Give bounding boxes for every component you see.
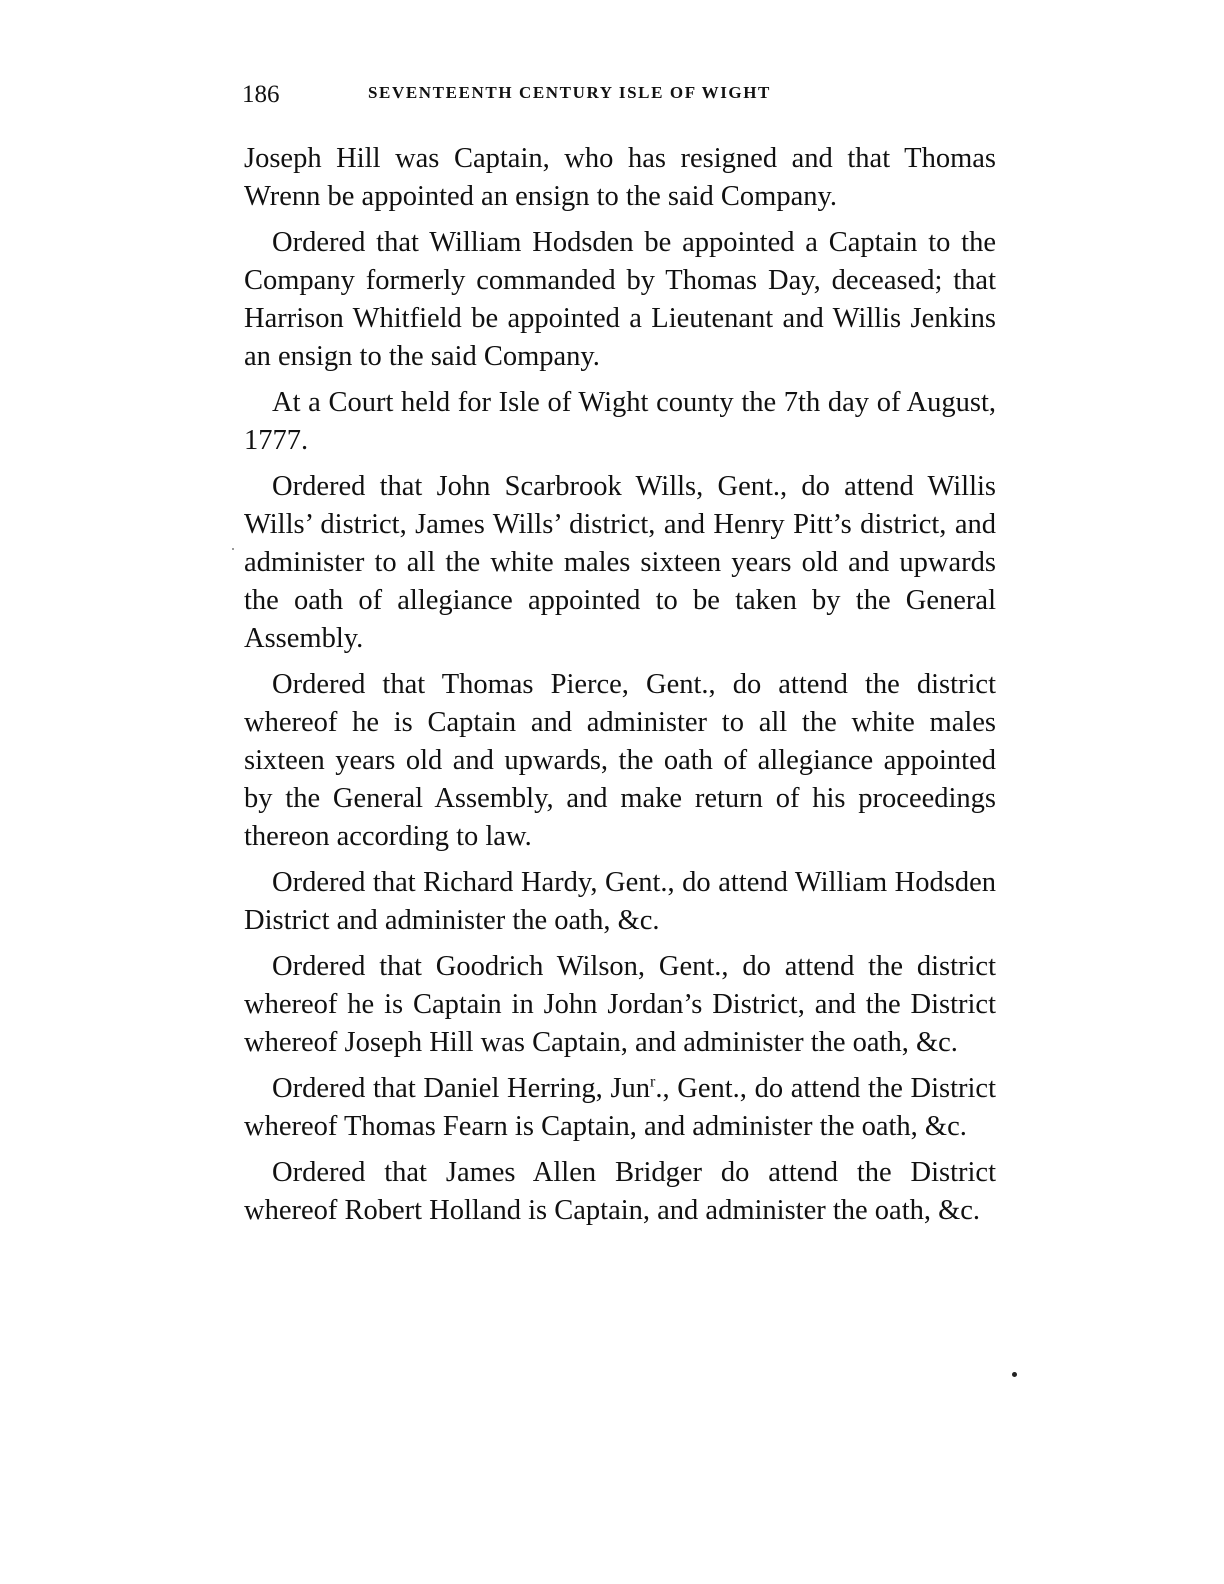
- margin-speck-mark: [232, 548, 234, 550]
- herring-text-end: ., Gent., do attend the District whereof Thomas Fearn is Captain, and administer the oath, &c.: [244, 1073, 996, 1142]
- running-head: [242, 78, 1002, 112]
- page-number: 186: [242, 81, 280, 108]
- paragraph-continuation: Joseph Hill was Captain, who has resigned and that Thomas Wrenn be appointed an ensign to the said Company.: [244, 143, 996, 212]
- paragraph-james-allen-bridger: Ordered that James Allen Bridger do attend the District whereof Robert Holland is Captain, and administer the oath, &c.: [244, 1157, 996, 1226]
- paragraph-hodsden-captain: Ordered that William Hodsden be appointed a Captain to the Company formerly commanded by Thomas Day, deceased; that Harrison Whitfield be appointed a Lieutenant and Willis Jenkins an ensign to the said Company.: [244, 227, 996, 372]
- paragraph-goodrich-wilson: Ordered that Goodrich Wilson, Gent., do attend the district whereof he is Captain in John Jordan’s District, and the District whereof Joseph Hill was Captain, and administer the oath, &c.: [244, 951, 996, 1058]
- ink-speck-mark: [1012, 1372, 1017, 1377]
- herring-superscript: r: [650, 1073, 656, 1091]
- paragraph-scarbrook-wills: Ordered that John Scarbrook Wills, Gent., do attend Willis Wills’ district, James Wills’ district, and Henry Pitt’s district, and administer to all the white males sixteen years old and upwards the oath of allegiance appointed to be taken by the General Assembly.: [244, 471, 996, 654]
- paragraph-court-date: At a Court held for Isle of Wight county the 7th day of August, 1777.: [244, 387, 996, 456]
- paragraph-richard-hardy: Ordered that Richard Hardy, Gent., do attend William Hodsden District and administer the oath, &c.: [244, 867, 996, 936]
- paragraph-daniel-herring: [244, 1070, 996, 1146]
- running-title: SEVENTEENTH CENTURY ISLE OF WIGHT: [368, 83, 771, 102]
- paragraph-thomas-pierce: Ordered that Thomas Pierce, Gent., do attend the district whereof he is Captain and administer to all the white males sixteen years old and upwards, the oath of allegiance appointed by the General Assembly, and make return of his proceedings thereon according to law.: [244, 669, 996, 852]
- body-text: [244, 140, 996, 1238]
- herring-text-start: Ordered that Daniel Herring, Jun: [272, 1073, 651, 1104]
